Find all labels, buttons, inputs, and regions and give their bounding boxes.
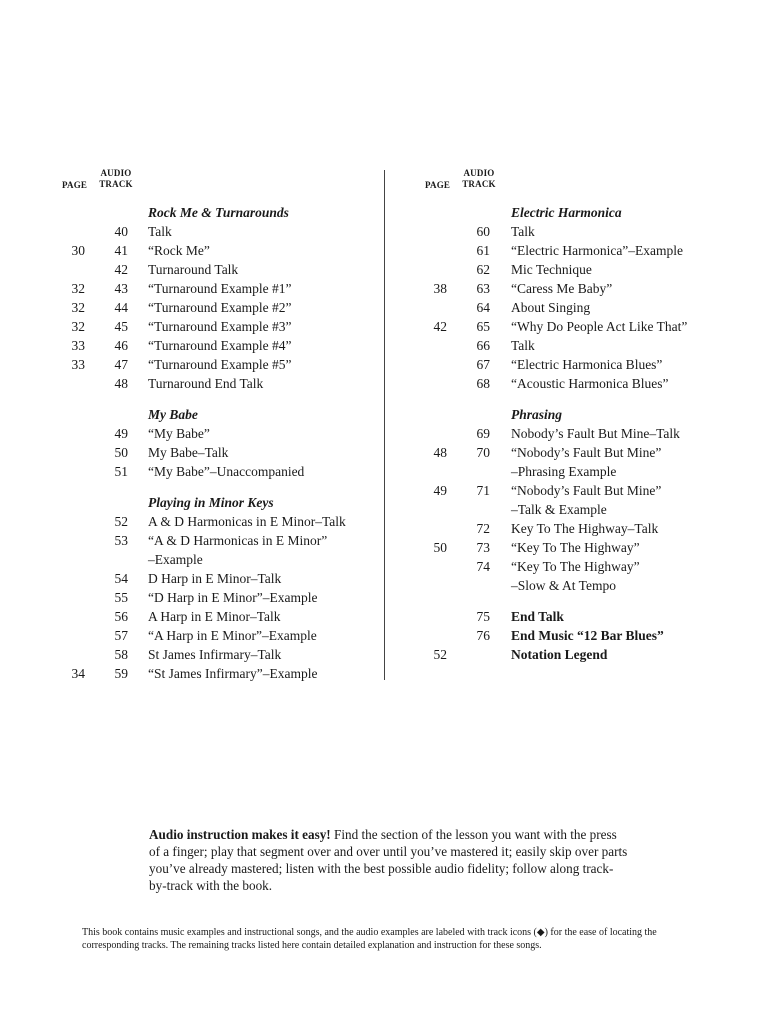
audio-header-label: AUDIO xyxy=(100,168,132,178)
toc-row xyxy=(0,298,384,317)
track-title-line: “Nobody’s Fault But Mine” xyxy=(511,483,662,498)
track-title-line: “Acoustic Harmonica Blues” xyxy=(511,376,669,391)
audio-header-label: AUDIO xyxy=(463,168,495,178)
track-title xyxy=(148,531,327,569)
toc-row xyxy=(385,481,768,519)
toc-row xyxy=(0,241,384,260)
track-title xyxy=(511,557,640,595)
track-number: 51 xyxy=(114,464,128,479)
track-title-line: –Talk & Example xyxy=(511,502,607,517)
track-title-line: End Music “12 Bar Blues” xyxy=(511,628,664,643)
track-title xyxy=(511,374,668,393)
track-title xyxy=(148,317,291,336)
track-title xyxy=(511,317,687,336)
page-number: 34 xyxy=(71,666,85,681)
track-number: 55 xyxy=(114,590,128,605)
track-title xyxy=(148,569,281,588)
track-title xyxy=(148,512,346,531)
track-title-line: “Electric Harmonica”–Example xyxy=(511,243,684,258)
track-title-line: St James Infirmary–Talk xyxy=(148,647,282,662)
track-title xyxy=(148,443,228,462)
track-title-line: –Example xyxy=(148,552,203,567)
track-title-line: Turnaround End Talk xyxy=(148,376,264,391)
track-title-line: Talk xyxy=(511,224,535,239)
track-number: 60 xyxy=(476,224,490,239)
toc-row xyxy=(385,519,768,538)
toc-row xyxy=(0,607,384,626)
track-title xyxy=(511,645,607,664)
toc-row xyxy=(385,443,768,481)
track-title xyxy=(511,519,658,538)
track-header-label: TRACK xyxy=(462,179,496,189)
track-title-line: “Electric Harmonica Blues” xyxy=(511,357,663,372)
track-title-line: End Talk xyxy=(511,609,564,624)
track-title-line: “D Harp in E Minor”–Example xyxy=(148,590,318,605)
toc-row xyxy=(385,538,768,557)
audio-track-header xyxy=(459,168,499,190)
track-title xyxy=(148,298,291,317)
track-title xyxy=(148,222,172,241)
track-number: 70 xyxy=(476,445,490,460)
page-number: 52 xyxy=(433,647,447,662)
track-number: 42 xyxy=(114,262,128,277)
track-number: 44 xyxy=(114,300,128,315)
page-number: 48 xyxy=(433,445,447,460)
left-column xyxy=(0,168,384,683)
toc-row xyxy=(385,626,768,645)
track-title-line: “Why Do People Act Like That” xyxy=(511,319,688,334)
toc-section xyxy=(385,607,768,664)
column-header xyxy=(385,168,768,192)
track-title-line: –Phrasing Example xyxy=(511,464,617,479)
toc-row xyxy=(385,336,768,355)
track-number: 65 xyxy=(476,319,490,334)
track-number: 46 xyxy=(114,338,128,353)
track-title-line: “Key To The Highway” xyxy=(511,540,640,555)
track-title xyxy=(148,355,291,374)
page-number: 30 xyxy=(71,243,85,258)
track-title xyxy=(511,538,640,557)
section-title: Electric Harmonica xyxy=(511,205,622,220)
track-number: 48 xyxy=(114,376,128,391)
left-sections xyxy=(0,203,384,683)
toc-row xyxy=(385,645,768,664)
track-title xyxy=(511,222,535,241)
track-number: 40 xyxy=(114,224,128,239)
track-title-line: About Singing xyxy=(511,300,591,315)
page-number: 49 xyxy=(433,483,447,498)
track-number: 72 xyxy=(476,521,490,536)
right-column xyxy=(385,168,768,664)
track-title-line: “A Harp in E Minor”–Example xyxy=(148,628,317,643)
toc-row xyxy=(385,260,768,279)
track-title xyxy=(148,241,210,260)
track-title-line: Talk xyxy=(148,224,172,239)
track-title xyxy=(148,626,317,645)
track-number: 67 xyxy=(476,357,490,372)
track-title xyxy=(511,279,612,298)
toc-row xyxy=(0,374,384,393)
track-number: 73 xyxy=(476,540,490,555)
toc-row xyxy=(0,317,384,336)
track-title xyxy=(148,424,210,443)
track-number: 76 xyxy=(476,628,490,643)
track-title xyxy=(148,260,238,279)
track-title xyxy=(148,279,291,298)
track-title-line: –Slow & At Tempo xyxy=(511,578,616,593)
track-title-line: Key To The Highway–Talk xyxy=(511,521,659,536)
toc-row xyxy=(385,241,768,260)
promo-text: Find the section of the lesson you want with the press of a finger; play that segment over and over until you’ve mastered it; easily skip over parts you’ve already mastered; listen with the best possible audio fidelity; follow along track-by-track with the book. xyxy=(149,827,628,893)
track-title-line: Nobody’s Fault But Mine–Talk xyxy=(511,426,680,441)
track-number: 49 xyxy=(114,426,128,441)
toc-row xyxy=(0,569,384,588)
track-number: 52 xyxy=(114,514,128,529)
toc-row xyxy=(0,512,384,531)
track-title-line: “Turnaround Example #2” xyxy=(148,300,292,315)
track-number: 63 xyxy=(476,281,490,296)
toc-row xyxy=(0,355,384,374)
track-title-line: “Turnaround Example #1” xyxy=(148,281,292,296)
track-number: 66 xyxy=(476,338,490,353)
track-title-line: Mic Technique xyxy=(511,262,592,277)
track-number: 58 xyxy=(114,647,128,662)
track-number: 69 xyxy=(476,426,490,441)
column-header xyxy=(0,168,384,192)
toc-row xyxy=(0,664,384,683)
track-title xyxy=(511,443,661,481)
track-title-line: Notation Legend xyxy=(511,647,608,662)
track-title xyxy=(511,626,664,645)
section-title: My Babe xyxy=(148,407,198,422)
track-title xyxy=(148,607,281,626)
section-title: Playing in Minor Keys xyxy=(148,495,274,510)
track-title-line: “Rock Me” xyxy=(148,243,210,258)
track-title-line: “Key To The Highway” xyxy=(511,559,640,574)
track-number: 62 xyxy=(476,262,490,277)
toc-row xyxy=(385,317,768,336)
track-title-line: Talk xyxy=(511,338,535,353)
toc-row xyxy=(385,298,768,317)
toc-row xyxy=(0,424,384,443)
track-number: 75 xyxy=(476,609,490,624)
toc-section xyxy=(0,405,384,481)
track-title xyxy=(148,462,304,481)
track-title xyxy=(148,336,291,355)
page-number: 33 xyxy=(71,357,85,372)
track-number: 45 xyxy=(114,319,128,334)
track-title xyxy=(511,424,680,443)
toc-row xyxy=(0,443,384,462)
toc-row xyxy=(0,336,384,355)
track-title xyxy=(148,664,317,683)
track-number: 68 xyxy=(476,376,490,391)
footnote: This book contains music examples and instructional songs, and the audio examples are labeled with track icons (◆) for the ease of locating the corresponding tracks. The remaining tracks listed here contain detailed explanation and instruction for these songs. xyxy=(82,927,657,951)
track-number: 47 xyxy=(114,357,128,372)
right-sections xyxy=(385,203,768,664)
track-title-line: “My Babe” xyxy=(148,426,210,441)
section-title: Rock Me & Turnarounds xyxy=(148,205,289,220)
track-title-line: “Turnaround Example #3” xyxy=(148,319,292,334)
audio-track-header xyxy=(96,168,136,190)
toc-row xyxy=(0,626,384,645)
track-title-line: “Caress Me Baby” xyxy=(511,281,613,296)
page-header: PAGE xyxy=(425,180,451,190)
page-header: PAGE xyxy=(62,180,88,190)
track-title-line: “My Babe”–Unaccompanied xyxy=(148,464,305,479)
toc-row xyxy=(385,607,768,626)
toc-section xyxy=(385,203,768,393)
toc-row xyxy=(0,279,384,298)
track-number: 43 xyxy=(114,281,128,296)
toc-row xyxy=(0,588,384,607)
toc-row xyxy=(385,222,768,241)
toc-section xyxy=(0,493,384,683)
track-title xyxy=(148,588,317,607)
track-number: 71 xyxy=(476,483,490,498)
track-number: 56 xyxy=(114,609,128,624)
track-title xyxy=(148,645,281,664)
toc-row xyxy=(0,645,384,664)
page-number: 32 xyxy=(71,319,85,334)
track-title-line: A & D Harmonicas in E Minor–Talk xyxy=(148,514,346,529)
page-number: 38 xyxy=(433,281,447,296)
track-number: 54 xyxy=(114,571,128,586)
page-number: 32 xyxy=(71,300,85,315)
track-title-line: “St James Infirmary”–Example xyxy=(148,666,318,681)
track-title-line: My Babe–Talk xyxy=(148,445,229,460)
track-number: 74 xyxy=(476,559,490,574)
toc-row xyxy=(0,222,384,241)
track-number: 61 xyxy=(476,243,490,258)
page-number: 33 xyxy=(71,338,85,353)
page-number: 50 xyxy=(433,540,447,555)
toc-row xyxy=(385,424,768,443)
promo-lead: Audio instruction makes it easy! xyxy=(149,827,331,842)
toc-section xyxy=(0,203,384,393)
track-number: 59 xyxy=(114,666,128,681)
track-title-line: “Turnaround Example #4” xyxy=(148,338,292,353)
track-title xyxy=(148,374,263,393)
track-header-label: TRACK xyxy=(99,179,133,189)
toc-row xyxy=(0,531,384,569)
page-number: 42 xyxy=(433,319,447,334)
track-number: 41 xyxy=(114,243,128,258)
track-title xyxy=(511,298,590,317)
track-title xyxy=(511,241,683,260)
toc-row xyxy=(385,374,768,393)
track-title-line: “A & D Harmonicas in E Minor” xyxy=(148,533,328,548)
toc-row xyxy=(385,557,768,595)
track-number: 50 xyxy=(114,445,128,460)
toc-row xyxy=(385,355,768,374)
section-title: Phrasing xyxy=(511,407,563,422)
track-title-line: “Nobody’s Fault But Mine” xyxy=(511,445,662,460)
track-number: 53 xyxy=(114,533,128,548)
track-title-line: Turnaround Talk xyxy=(148,262,239,277)
track-title xyxy=(511,336,535,355)
track-title-line: A Harp in E Minor–Talk xyxy=(148,609,281,624)
track-title-line: D Harp in E Minor–Talk xyxy=(148,571,282,586)
track-title-line: “Turnaround Example #5” xyxy=(148,357,292,372)
track-number: 64 xyxy=(476,300,490,315)
track-title xyxy=(511,607,564,626)
toc-row xyxy=(0,462,384,481)
audio-promo-paragraph xyxy=(149,826,629,894)
toc-row xyxy=(0,260,384,279)
track-title xyxy=(511,355,662,374)
track-title xyxy=(511,260,592,279)
toc-row xyxy=(385,279,768,298)
page-number: 32 xyxy=(71,281,85,296)
toc-section xyxy=(385,405,768,595)
track-title xyxy=(511,481,661,519)
track-number: 57 xyxy=(114,628,128,643)
